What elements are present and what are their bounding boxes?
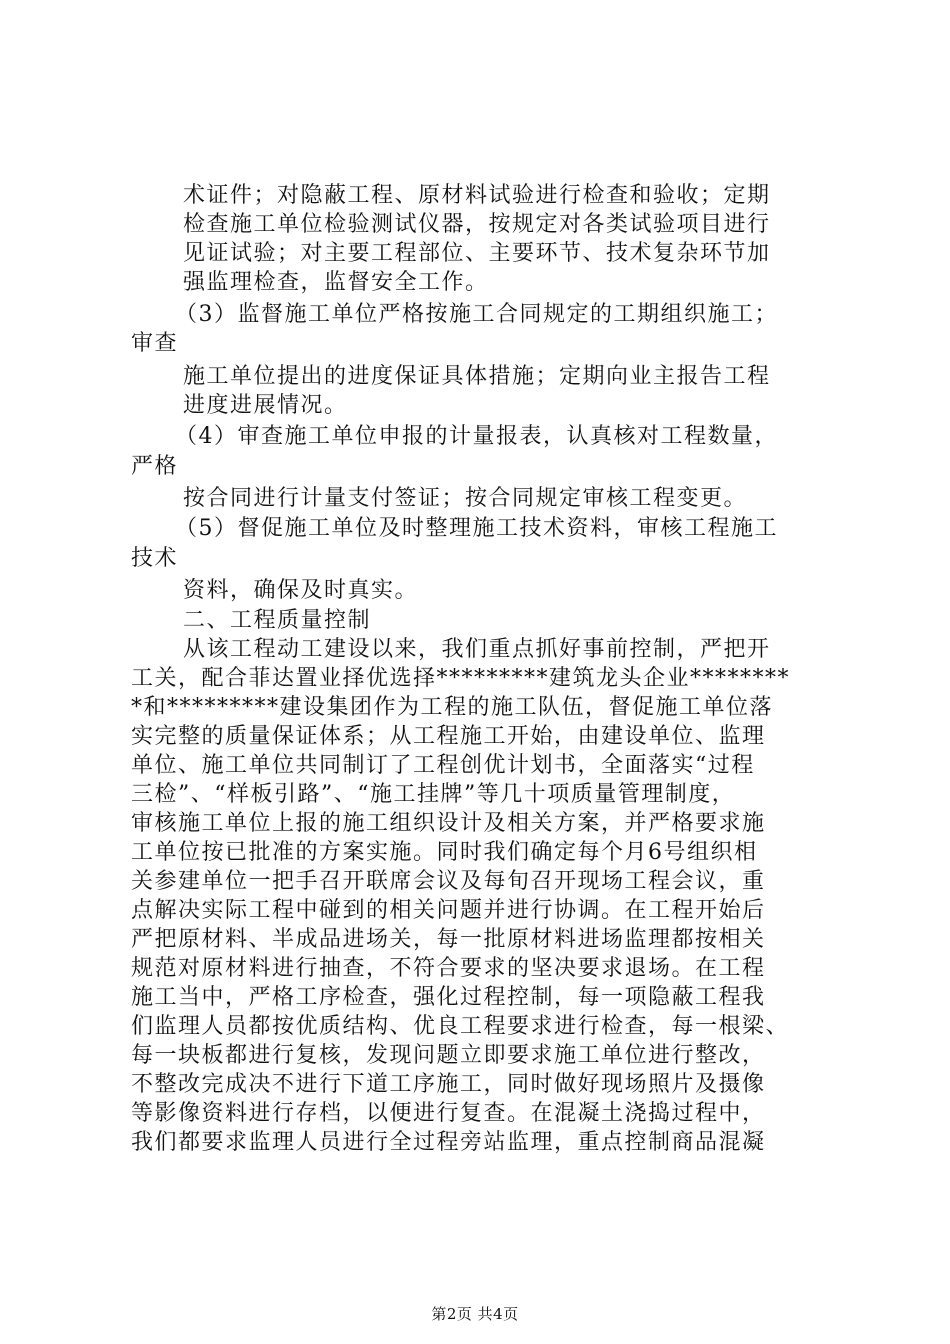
text-line: 技术 (131, 546, 179, 571)
text-line: 审核施工单位上报的施工组织设计及相关方案，并严格要求施 (131, 811, 766, 836)
text-line: *和*********建设集团作为工程的施工队伍，督促施工单位落 (131, 695, 774, 720)
text-line: 进度进展情况。 (183, 393, 348, 418)
text-line: （3）监督施工单位严格按施工合同规定的工期组织施工； (175, 302, 778, 327)
section-heading: 二、工程质量控制 (183, 608, 372, 633)
text-line: 规范对原材料进行抽查，不符合要求的坚决要求退场。在工程 (131, 956, 766, 981)
text-line: 见证试验；对主要工程部位、主要环节、技术复杂环节加 (183, 241, 771, 266)
text-line: 检查施工单位检验测试仪器，按规定对各类试验项目进行 (183, 212, 771, 237)
text-line: 严把原材料、半成品进场关，每一批原材料进场监理都按相关 (131, 927, 766, 952)
text-line: 不整改完成决不进行下道工序施工，同时做好现场照片及摄像 (131, 1072, 766, 1097)
text-line: 等影像资料进行存档，以便进行复查。在混凝土浇捣过程中， (131, 1101, 766, 1126)
text-line: 从该工程动工建设以来，我们重点抓好事前控制，严把开 (183, 637, 771, 662)
text-line: 术证件；对隐蔽工程、原材料试验进行检查和验收；定期 (183, 183, 771, 208)
page-number-footer: 第2页 共4页 (431, 1305, 519, 1323)
text-line: 点解决实际工程中碰到的相关问题并进行协调。在工程开始后 (131, 898, 766, 923)
text-line: 们监理人员都按优质结构、优良工程要求进行检查，每一根梁、 (131, 1014, 790, 1039)
text-line: 施工单位提出的进度保证具体措施；定期向业主报告工程 (183, 364, 771, 389)
text-line: 单位、施工单位共同制订了工程创优计划书，全面落实“过程 (131, 753, 755, 778)
text-line: 资料，确保及时真实。 (183, 578, 419, 603)
text-line: 关参建单位一把手召开联席会议及每旬召开现场工程会议，重 (131, 869, 766, 894)
text-line: 实完整的质量保证体系；从工程施工开始，由建设单位、监理 (131, 724, 766, 749)
text-line: 工单位按已批准的方案实施。同时我们确定每个月6号组织相 (131, 840, 758, 865)
text-line: 严格 (131, 454, 179, 479)
text-line: （4）审查施工单位申报的计量报表，认真核对工程数量， (175, 424, 778, 449)
text-line: 强监理检查，监督安全工作。 (183, 270, 489, 295)
text-line: 施工当中，严格工序检查，强化过程控制，每一项隐蔽工程我 (131, 985, 766, 1010)
text-line: 工关，配合菲达置业择优选择*********建筑龙头企业******** (131, 666, 791, 691)
text-line: （5）督促施工单位及时整理施工技术资料，审核工程施工 (175, 516, 778, 541)
text-line: 按合同进行计量支付签证；按合同规定审核工程变更。 (183, 486, 748, 511)
text-line: 我们都要求监理人员进行全过程旁站监理，重点控制商品混凝 (131, 1130, 766, 1155)
text-line: 审查 (131, 331, 179, 356)
text-line: 三检”、“样板引路”、“施工挂牌”等几十项质量管理制度， (131, 782, 736, 807)
text-line: 每一块板都进行复核，发现问题立即要求施工单位进行整改， (131, 1043, 766, 1068)
